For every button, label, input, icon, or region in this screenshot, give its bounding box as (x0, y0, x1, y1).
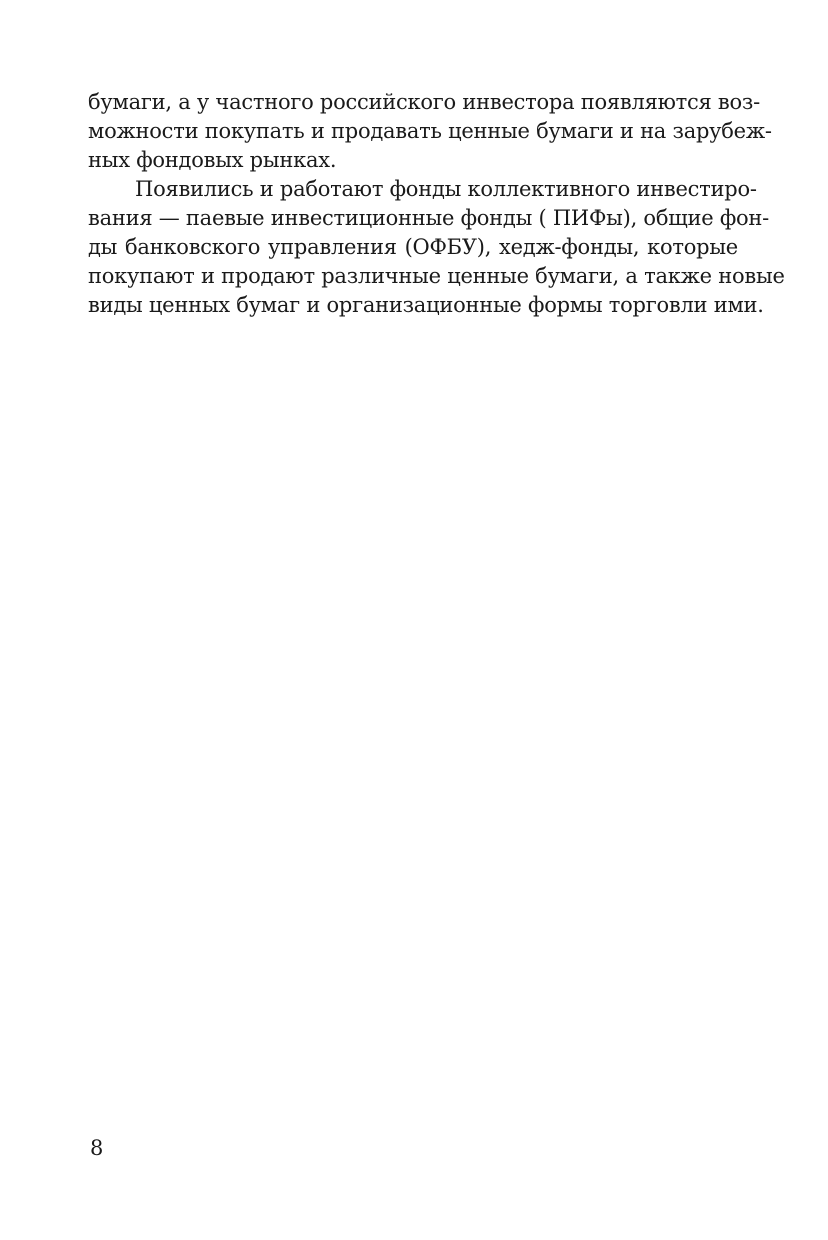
page-body (88, 88, 785, 320)
text-line: ных фондовых рынках. (88, 148, 337, 172)
text-line: ды банковского управления (ОФБУ), хедж-фонды, которые (88, 235, 738, 259)
text-line: Появились и работают фонды коллективного инвестиро- (135, 177, 757, 201)
text-line: виды ценных бумаг и организационные формы торговли ими. (88, 293, 764, 317)
page-number: 8 (90, 1136, 104, 1160)
text-line: можности покупать и продавать ценные бумаги и на зарубеж- (88, 119, 772, 143)
text-line: вания — паевые инвестиционные фонды ( ПИФы), общие фон- (88, 206, 770, 230)
paragraph-2 (88, 175, 785, 320)
paragraph-1 (88, 88, 772, 175)
text-line: бумаги, а у частного российского инвестора появляются воз- (88, 90, 760, 114)
text-line: покупают и продают различные ценные бумаги, а также новые (88, 264, 785, 288)
